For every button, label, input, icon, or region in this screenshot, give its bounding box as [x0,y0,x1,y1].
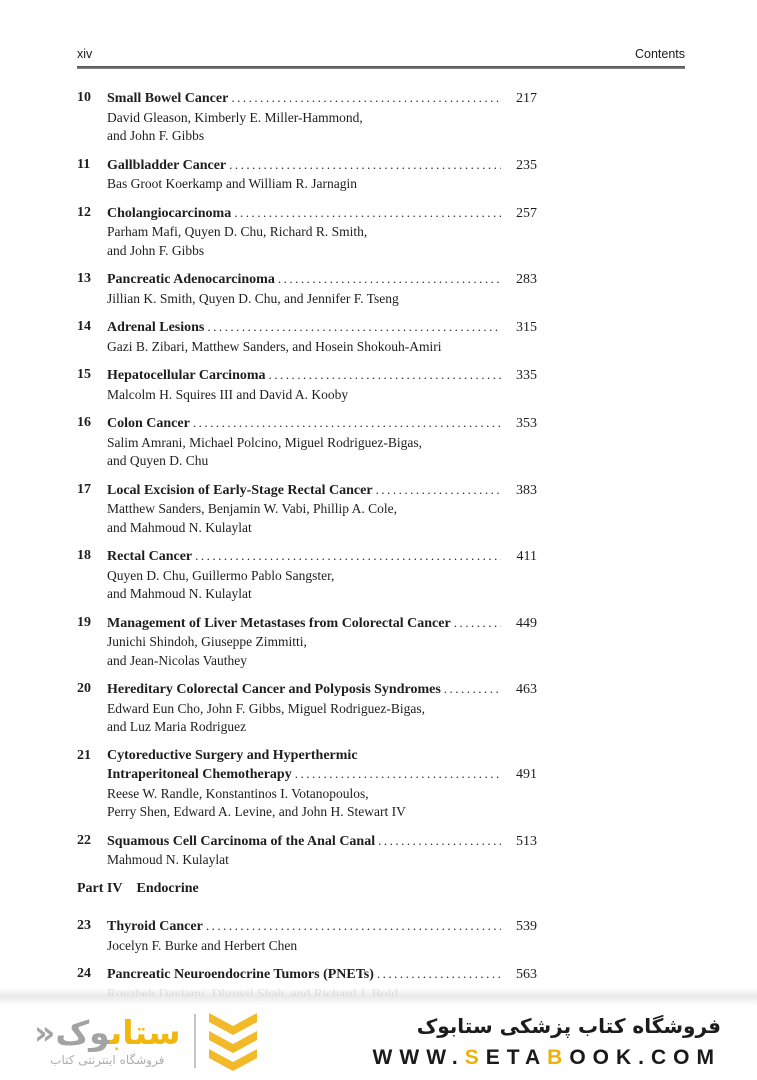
dot-leader [206,917,501,936]
chapter-number: 18 [77,548,91,563]
chapter-page: 353 [516,416,537,431]
chapter-number: 12 [77,204,91,220]
chapter-authors: and Luz Maria Rodriguez [107,719,247,734]
logo-wordmark-gray: ‍وک [55,1012,110,1052]
chapter-authors: Quyen D. Chu, Guillermo Pablo Sangster, [107,567,335,583]
logo-wordmark-gold: ستاب‍ [109,1012,181,1052]
chapter-title: Small Bowel Cancer [107,91,229,106]
chapter-page: 257 [516,205,537,221]
chapter-authors: and John F. Gibbs [107,128,205,143]
logo-subtitle: فروشگاه اینترنتی کتاب [50,1053,165,1068]
chapter-title: Local Excision of Early-Stage Rectal Cancer [107,482,373,498]
chapter-number: 15 [77,367,91,382]
toc-entry [77,156,685,194]
chapter-authors: and Mahmoud N. Kulaylat [107,586,252,601]
chapter-page: 235 [516,157,537,173]
logo-divider [194,1014,196,1068]
chapter-title: Pancreatic Neuroendocrine Tumors (PNETs) [107,967,374,982]
chapter-authors: Jocelyn F. Burke and Herbert Chen [107,937,298,953]
logo-guillemet: « [34,1012,56,1052]
chapter-number: 13 [77,271,91,286]
header-rule [77,66,685,69]
dot-leader [278,270,501,289]
chapter-authors: Bas Groot Koerkamp and William R. Jarnagin [107,176,358,191]
chapter-authors: Junichi Shindoh, Giuseppe Zimmitti, [107,634,307,649]
toc-entry [77,917,685,955]
chapter-page: 217 [516,91,537,106]
setabook-logo [34,1009,259,1073]
dot-leader [295,765,501,784]
toc-entry [77,414,685,471]
url-segment-accent: S [464,1045,486,1069]
url-segment-accent: B [547,1045,570,1069]
chapter-title: Cytoreductive Surgery and Hyperthermic [107,747,358,763]
chapter-authors: and John F. Gibbs [107,242,205,258]
toc-entry [77,481,685,538]
chapter-title: Intraperitoneal Chemotherapy [107,767,292,782]
store-url [373,1046,721,1070]
chapter-title: Colon Cancer [107,416,190,431]
chapter-number: 14 [77,319,91,334]
chapter-page: 563 [516,967,537,982]
logo-chevron-icon [207,1009,259,1073]
toc-entry [77,680,685,737]
chapter-authors: Mahmoud N. Kulaylat [107,852,229,867]
toc-entry [77,832,685,870]
chapter-authors: Reese W. Randle, Konstantinos I. Votanopoulos, [107,785,369,801]
dot-leader [376,481,501,500]
dot-leader [444,680,501,699]
chapter-number: 21 [77,747,91,763]
part-title: Endocrine [136,880,199,896]
chapter-authors: Salim Amrani, Michael Polcino, Miguel Rodriguez-Bigas, [107,434,422,450]
chapter-title: Hepatocellular Carcinoma [107,368,266,383]
chapter-title: Management of Liver Metastases from Colorectal Cancer [107,615,451,631]
chapter-title: Hereditary Colorectal Cancer and Polyposis Syndromes [107,682,441,697]
chapter-title: Squamous Cell Carcinoma of the Anal Canal [107,833,376,849]
chapter-number: 10 [77,90,91,105]
chapter-title: Cholangiocarcinoma [107,205,232,221]
dot-leader [377,965,501,984]
chapter-number: 22 [77,832,91,848]
dot-leader [234,204,501,223]
toc-entry [77,747,685,822]
chapter-title: Pancreatic Adenocarcinoma [107,272,275,287]
dot-leader [378,832,501,851]
chapter-page: 411 [516,549,537,564]
url-segment: OOK.COM [569,1045,721,1069]
chapter-authors: and Quyen D. Chu [107,453,209,468]
toc-entry [77,270,685,308]
toc-entry [77,366,685,404]
footer [0,996,757,1080]
chapter-authors: Edward Eun Cho, John F. Gibbs, Miguel Rodriguez-Bigas, [107,700,426,716]
part-label: Part IV [77,880,123,896]
footer-site-block [373,1013,721,1070]
part-header [77,880,685,899]
chapter-authors: and Jean-Nicolas Vauthey [107,652,247,668]
running-title: Contents [634,47,685,61]
folio-page-number: xiv [77,47,93,61]
logo-wordmark [34,1012,181,1052]
toc-entry [77,204,685,261]
chapter-page: 463 [516,682,537,697]
chapter-page: 383 [516,482,537,498]
chapter-number: 17 [77,481,91,497]
chapter-number: 23 [77,918,91,933]
dot-leader [454,614,501,633]
toc-entry [77,89,685,146]
chapter-authors: Jillian K. Smith, Quyen D. Chu, and Jennifer F. Tseng [107,290,399,306]
chapter-authors: Matthew Sanders, Benjamin W. Vabi, Phillip A. Cole, [107,501,397,516]
store-tagline: فروشگاه کتاب پزشکی ستابوک [416,1013,721,1038]
chapter-page: 513 [516,833,537,849]
chapter-page: 315 [516,320,537,335]
chapter-page: 449 [516,615,537,631]
chapter-authors: David Gleason, Kimberly E. Miller-Hammond, [107,109,363,125]
dot-leader [195,547,501,566]
toc-entry [77,547,685,604]
chapter-page: 539 [516,919,537,934]
chapter-title: Rectal Cancer [107,549,193,564]
chapter-authors: Perry Shen, Edward A. Levine, and John H. Stewart IV [107,804,406,819]
chapter-number: 19 [77,614,91,630]
chapter-page: 335 [516,368,537,383]
chapter-number: 24 [77,966,91,981]
chapter-authors: and Mahmoud N. Kulaylat [107,519,252,535]
dot-leader [229,156,501,175]
dot-leader [193,414,501,433]
dot-leader [269,366,501,385]
chapter-number: 16 [77,415,91,430]
toc-entry [77,318,685,356]
url-segment: ETA [485,1045,548,1069]
toc-entry [77,614,685,671]
chapter-number: 11 [77,156,91,172]
url-segment: WWW. [372,1045,465,1069]
chapter-authors: Parham Mafi, Quyen D. Chu, Richard R. Smith, [107,224,368,239]
chapter-title: Adrenal Lesions [107,320,205,335]
chapter-authors: Gazi B. Zibari, Matthew Sanders, and Hosein Shokouh-Amiri [107,338,442,354]
chapter-authors: Malcolm H. Squires III and David A. Kooby [107,386,349,402]
running-head [77,46,685,62]
chapter-page: 283 [516,272,537,287]
chapter-title: Gallbladder Cancer [107,157,227,173]
chapter-number: 20 [77,681,91,696]
dot-leader [231,89,501,108]
dot-leader [207,318,501,337]
chapter-title: Thyroid Cancer [107,919,203,934]
chapter-page: 491 [516,767,537,782]
